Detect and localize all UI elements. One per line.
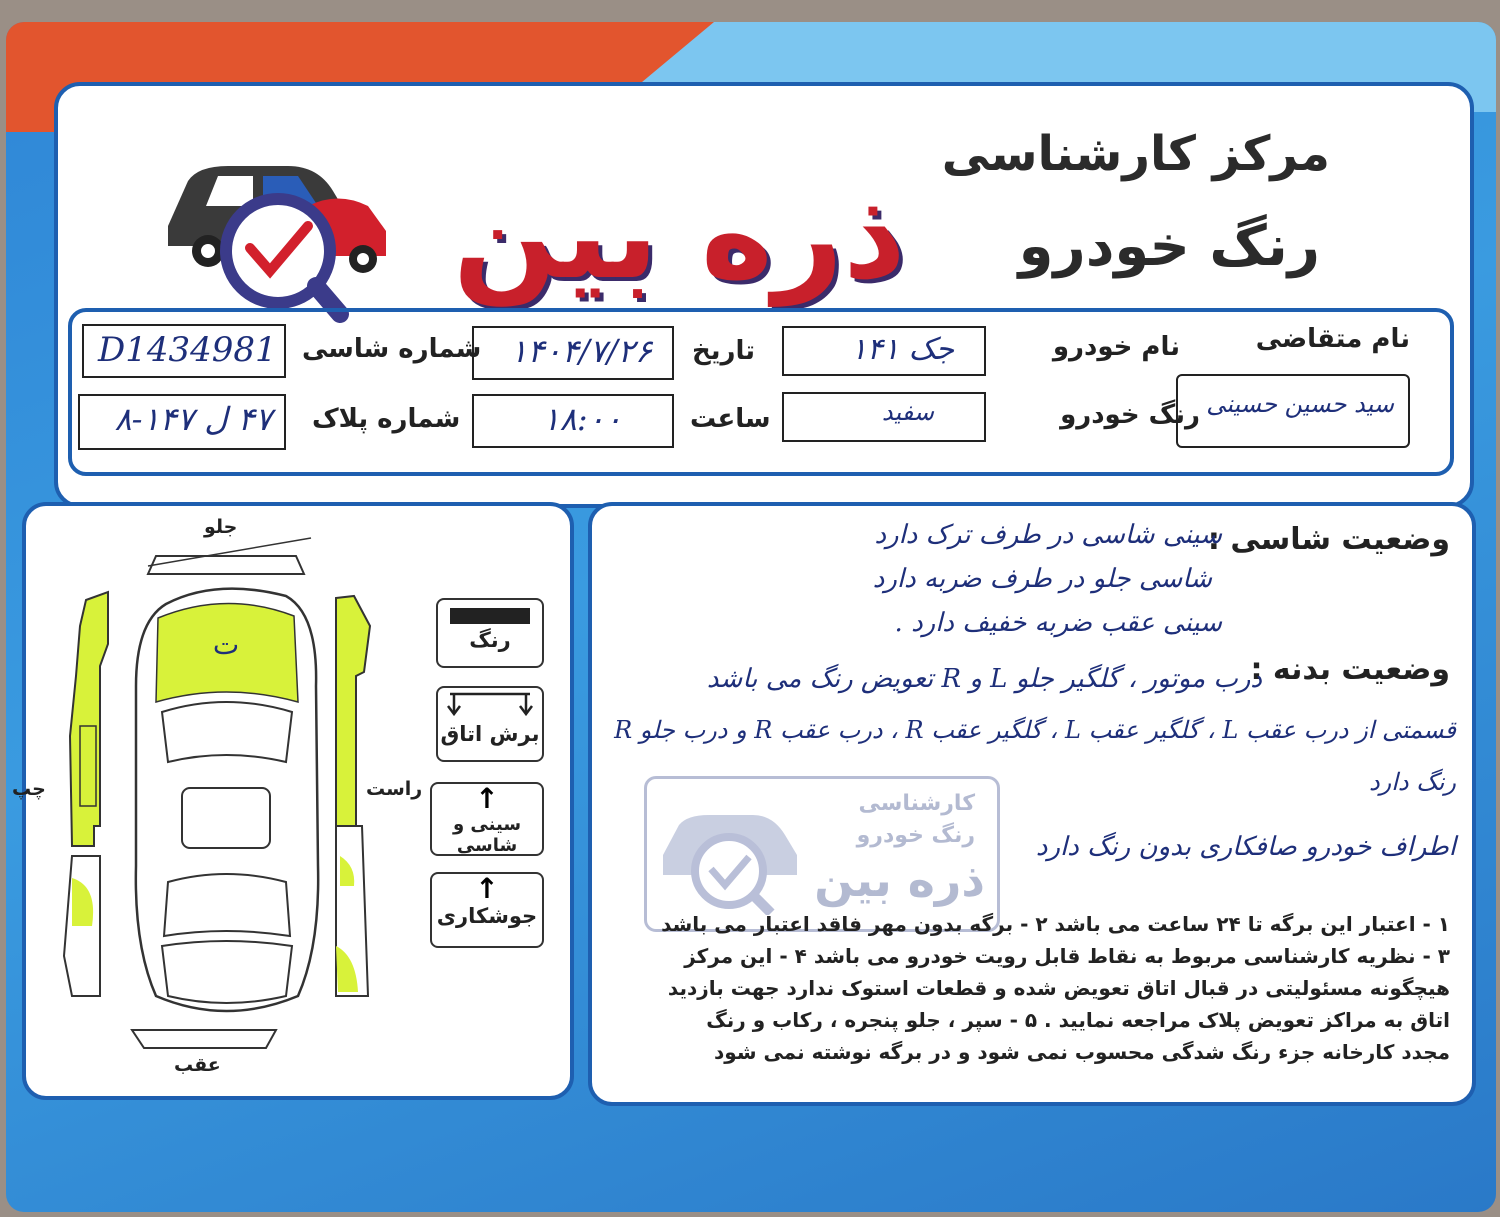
car-name-field bbox=[782, 326, 986, 376]
body-line-2: قسمتی از درب عقب L ، گلگیر عقب L ، گلگیر عقب R ، درب عقب R و درب جلو R bbox=[614, 716, 1456, 744]
body-line-3: رنگ دارد bbox=[1368, 768, 1456, 796]
stamp-car-magnifier-icon bbox=[657, 795, 807, 915]
car-color-field bbox=[782, 392, 986, 442]
left-front-fender-highlight bbox=[70, 592, 108, 846]
chassis-line-2: شاسی جلو در طرف ضربه دارد bbox=[872, 564, 1212, 594]
legend-cabin-cut bbox=[436, 686, 544, 762]
date-field bbox=[472, 326, 674, 380]
front-bumper-shape bbox=[148, 556, 304, 574]
center-title-line1: مرکز کارشناسی bbox=[941, 126, 1330, 182]
plate-number-label: شماره پلاک bbox=[312, 404, 461, 434]
car-color-value: سفید bbox=[881, 398, 934, 426]
customer-value: سید حسین حسینی bbox=[1206, 390, 1394, 418]
up-arrow-icon: ↑ bbox=[475, 872, 499, 905]
customer-field bbox=[1176, 374, 1410, 448]
front-label: جلو bbox=[204, 516, 238, 538]
windshield-shape bbox=[162, 702, 292, 762]
plate-number-value: ۴۷ ل ۱۴۷-۸ bbox=[114, 400, 272, 438]
customer-label: نام متقاضی bbox=[1255, 324, 1410, 354]
body-status-label: وضعیت بدنه : bbox=[1250, 652, 1450, 687]
vehicle-info-form bbox=[68, 308, 1454, 476]
car-name-label: نام خودرو bbox=[1052, 332, 1180, 362]
chassis-number-label: شماره شاسی bbox=[302, 334, 482, 364]
plate-number-field bbox=[78, 394, 286, 450]
car-diagram-panel bbox=[12, 502, 574, 1100]
header-panel bbox=[54, 82, 1474, 508]
car-top-view-diagram bbox=[36, 526, 396, 1066]
roof-panel bbox=[182, 788, 270, 848]
car-name-value: جک ۱۴۱ bbox=[850, 332, 954, 367]
rear-window-shape bbox=[164, 874, 290, 936]
report-panel bbox=[588, 502, 1476, 1106]
stamp-line-1: کارشناسی bbox=[858, 791, 975, 816]
left-label: چپ bbox=[12, 778, 46, 800]
front-arrow-line bbox=[148, 538, 311, 566]
legend-cabin-cut-label: برش اتاق bbox=[440, 722, 540, 746]
legend-welding bbox=[430, 872, 544, 948]
time-value: ۱۸:۰۰ bbox=[542, 400, 622, 438]
inspection-sheet bbox=[6, 22, 1496, 1212]
right-label: راست bbox=[366, 778, 423, 800]
note-line-2: ۳ - نظریه کارشناسی مربوط به نقاط قابل رویت خودرو می باشد ۴ - این مرکز bbox=[684, 944, 1450, 968]
trunk-shape bbox=[162, 941, 292, 1003]
chassis-number-field bbox=[82, 324, 286, 378]
date-label: تاریخ bbox=[692, 336, 755, 366]
body-line-4: اطراف خودرو صافکاری بدون رنگ دارد bbox=[1035, 832, 1456, 862]
chassis-line-1: سینی شاسی در طرف ترک دارد bbox=[874, 520, 1222, 550]
car-magnifier-logo-icon bbox=[158, 136, 398, 326]
legend-chassis-tray-label: سینی و شاسی bbox=[452, 814, 522, 856]
left-door-highlight bbox=[80, 726, 96, 806]
chassis-number-value: D1434981 bbox=[98, 330, 277, 370]
legend-paint bbox=[436, 598, 544, 668]
note-line-1: ۱ - اعتبار این برگه تا ۲۴ ساعت می باشد ۲ - برگه بدون مهر فاقد اعتبار می باشد bbox=[661, 912, 1450, 936]
center-title-line2: رنگ خودرو bbox=[1018, 214, 1320, 279]
stamp-line-2: رنگ خودرو bbox=[856, 823, 975, 848]
rear-bumper-shape bbox=[132, 1030, 276, 1048]
up-arrow-icon: ↑ bbox=[475, 782, 499, 815]
chassis-line-3: سینی عقب ضربه خفیف دارد . bbox=[894, 608, 1222, 638]
time-field bbox=[472, 394, 674, 448]
note-line-4: اتاق به مراکز تعویض پلاک مراجعه نمایید . ۵ - سپر ، جلو پنجره ، رکاب و رنگ bbox=[706, 1008, 1450, 1032]
date-value: ۱۴۰۴/۷/۲۶ bbox=[510, 332, 652, 370]
stamp-line-3: ذره بین bbox=[814, 853, 985, 907]
legend-chassis-tray bbox=[430, 782, 544, 856]
time-label: ساعت bbox=[690, 404, 771, 434]
cut-arrows-icon bbox=[440, 688, 540, 718]
company-stamp bbox=[644, 776, 1000, 932]
car-color-label: رنگ خودرو bbox=[1060, 400, 1200, 430]
chassis-status-label: وضعیت شاسی : bbox=[1207, 522, 1450, 557]
right-front-fender-highlight bbox=[336, 596, 370, 826]
legend-paint-label: رنگ bbox=[469, 628, 511, 652]
note-line-5: مجدد کارخانه جزء رنگ شدگی محسوب نمی شود و در برگه نوشته نمی شود bbox=[714, 1040, 1450, 1064]
roof-mark: ت bbox=[212, 628, 240, 661]
legend-welding-label: جوشکاری bbox=[436, 904, 538, 928]
note-line-3: هیچگونه مسئولیتی در قبال اتاق تعویض شده و قطعات استوک ندارد جهت بازدید bbox=[667, 976, 1450, 1000]
paint-bar-icon bbox=[450, 608, 530, 624]
body-line-1: درب موتور ، گلگیر جلو L و R تعویض رنگ می باشد bbox=[706, 664, 1262, 694]
brand-name: ذره بین bbox=[453, 164, 906, 306]
rear-label: عقب bbox=[174, 1054, 221, 1076]
